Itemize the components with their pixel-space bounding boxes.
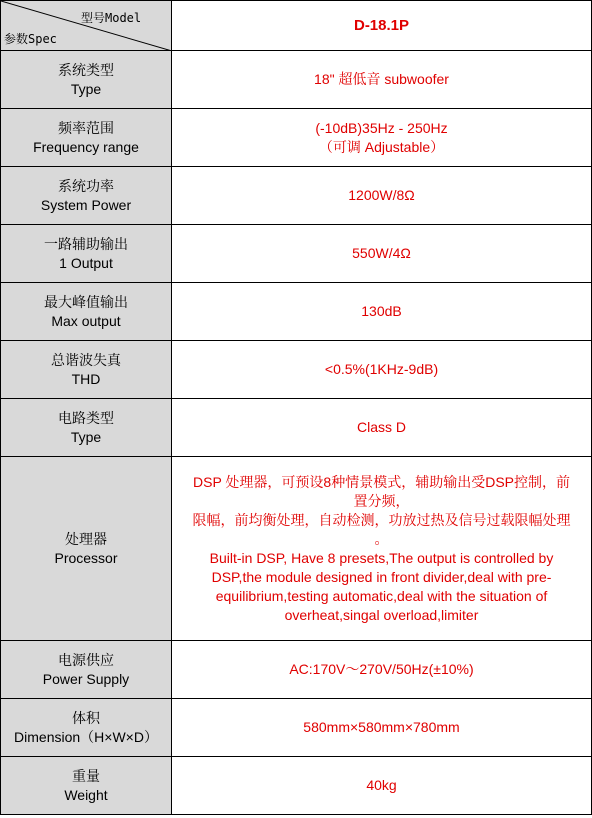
row-label-cn: 一路辅助输出	[44, 235, 128, 252]
row-label	[1, 167, 172, 225]
value-line: overheat,singal overload,limiter	[284, 606, 479, 623]
header-row	[1, 1, 592, 51]
value-line: 550W/4Ω	[352, 245, 411, 261]
value-line: AC:170V～270V/50Hz(±10%)	[289, 661, 474, 677]
row-label-en: Type	[70, 80, 102, 97]
row-label	[1, 399, 172, 457]
spec-header-label: 参数Spec	[4, 32, 57, 46]
row-value	[172, 399, 592, 457]
row-label-en: THD	[71, 370, 101, 387]
value-line: 限幅，前均衡处理，自动检测，功放过热及信号过载限幅处理	[192, 511, 571, 528]
row-label-en: Type	[70, 428, 102, 445]
row-label-en: Max output	[51, 312, 121, 329]
value-line: 1200W/8Ω	[348, 187, 415, 203]
row-label	[1, 341, 172, 399]
row-label-en: Frequency range	[33, 138, 139, 155]
value-line: 。	[374, 530, 389, 547]
row-value	[172, 225, 592, 283]
value-line: 40kg	[366, 777, 397, 793]
row-value	[172, 457, 592, 641]
row-label-cn: 重量	[72, 767, 100, 784]
spec-row-frequency-range	[1, 109, 592, 167]
value-line: <0.5%(1KHz-9dB)	[324, 361, 439, 377]
row-value	[172, 109, 592, 167]
row-label-en: Dimension（H×W×D）	[14, 728, 158, 745]
row-label-cn: 系统类型	[58, 61, 114, 78]
row-label-en: 1 Output	[59, 254, 113, 271]
value-line: 置分频，	[353, 492, 410, 509]
model-header-label: 型号Model	[81, 11, 142, 25]
row-label	[1, 641, 172, 699]
spec-row-system-type	[1, 51, 592, 109]
value-line: 18" 超低音 subwoofer	[314, 71, 449, 87]
row-value	[172, 283, 592, 341]
row-label-en: Weight	[64, 786, 108, 803]
spec-row-dimension	[1, 699, 592, 757]
row-label-cn: 系统功率	[58, 177, 114, 194]
value-line: DSP 处理器，可预设8种情景模式，辅助输出受DSP控制，前	[193, 473, 570, 490]
value-line: 130dB	[361, 303, 402, 319]
value-line: equilibrium,testing automatic,deal with the situation of	[215, 587, 548, 604]
row-label-cn: 频率范围	[58, 119, 114, 136]
value-line: 580mm×580mm×780mm	[303, 719, 460, 735]
spec-row-thd	[1, 341, 592, 399]
row-label	[1, 457, 172, 641]
row-label	[1, 699, 172, 757]
row-label	[1, 225, 172, 283]
model-value: D-18.1P	[172, 1, 592, 51]
value-line: Built-in DSP, Have 8 presets,The output is controlled by	[209, 549, 554, 566]
spec-row-circuit-type	[1, 399, 592, 457]
spec-row-output	[1, 225, 592, 283]
spec-row-max-output	[1, 283, 592, 341]
header-corner-cell	[1, 1, 172, 51]
row-label	[1, 757, 172, 815]
row-label	[1, 51, 172, 109]
value-line: （可调 Adjustable）	[318, 138, 445, 155]
row-label-en: System Power	[40, 196, 132, 213]
row-label-cn: 体积	[72, 709, 100, 726]
row-label-en: Power Supply	[42, 670, 130, 687]
value-line: Class D	[356, 419, 406, 435]
row-label-cn: 电源供应	[58, 651, 114, 668]
row-value	[172, 699, 592, 757]
row-label-en: Processor	[54, 549, 118, 566]
spec-row-system-power	[1, 167, 592, 225]
spec-row-processor	[1, 457, 592, 641]
row-label-cn: 处理器	[65, 530, 107, 547]
row-value	[172, 641, 592, 699]
row-label-cn: 总谐波失真	[51, 351, 121, 368]
value-line: DSP,the module designed in front divider,deal with pre-	[211, 568, 552, 585]
row-label-cn: 最大峰值输出	[44, 293, 128, 310]
row-value	[172, 51, 592, 109]
row-value	[172, 757, 592, 815]
row-value	[172, 341, 592, 399]
spec-row-weight	[1, 757, 592, 815]
row-label-cn: 电路类型	[58, 409, 114, 426]
row-label	[1, 109, 172, 167]
spec-row-power-supply	[1, 641, 592, 699]
row-value	[172, 167, 592, 225]
value-line: (-10dB)35Hz - 250Hz	[315, 119, 448, 136]
row-label	[1, 283, 172, 341]
